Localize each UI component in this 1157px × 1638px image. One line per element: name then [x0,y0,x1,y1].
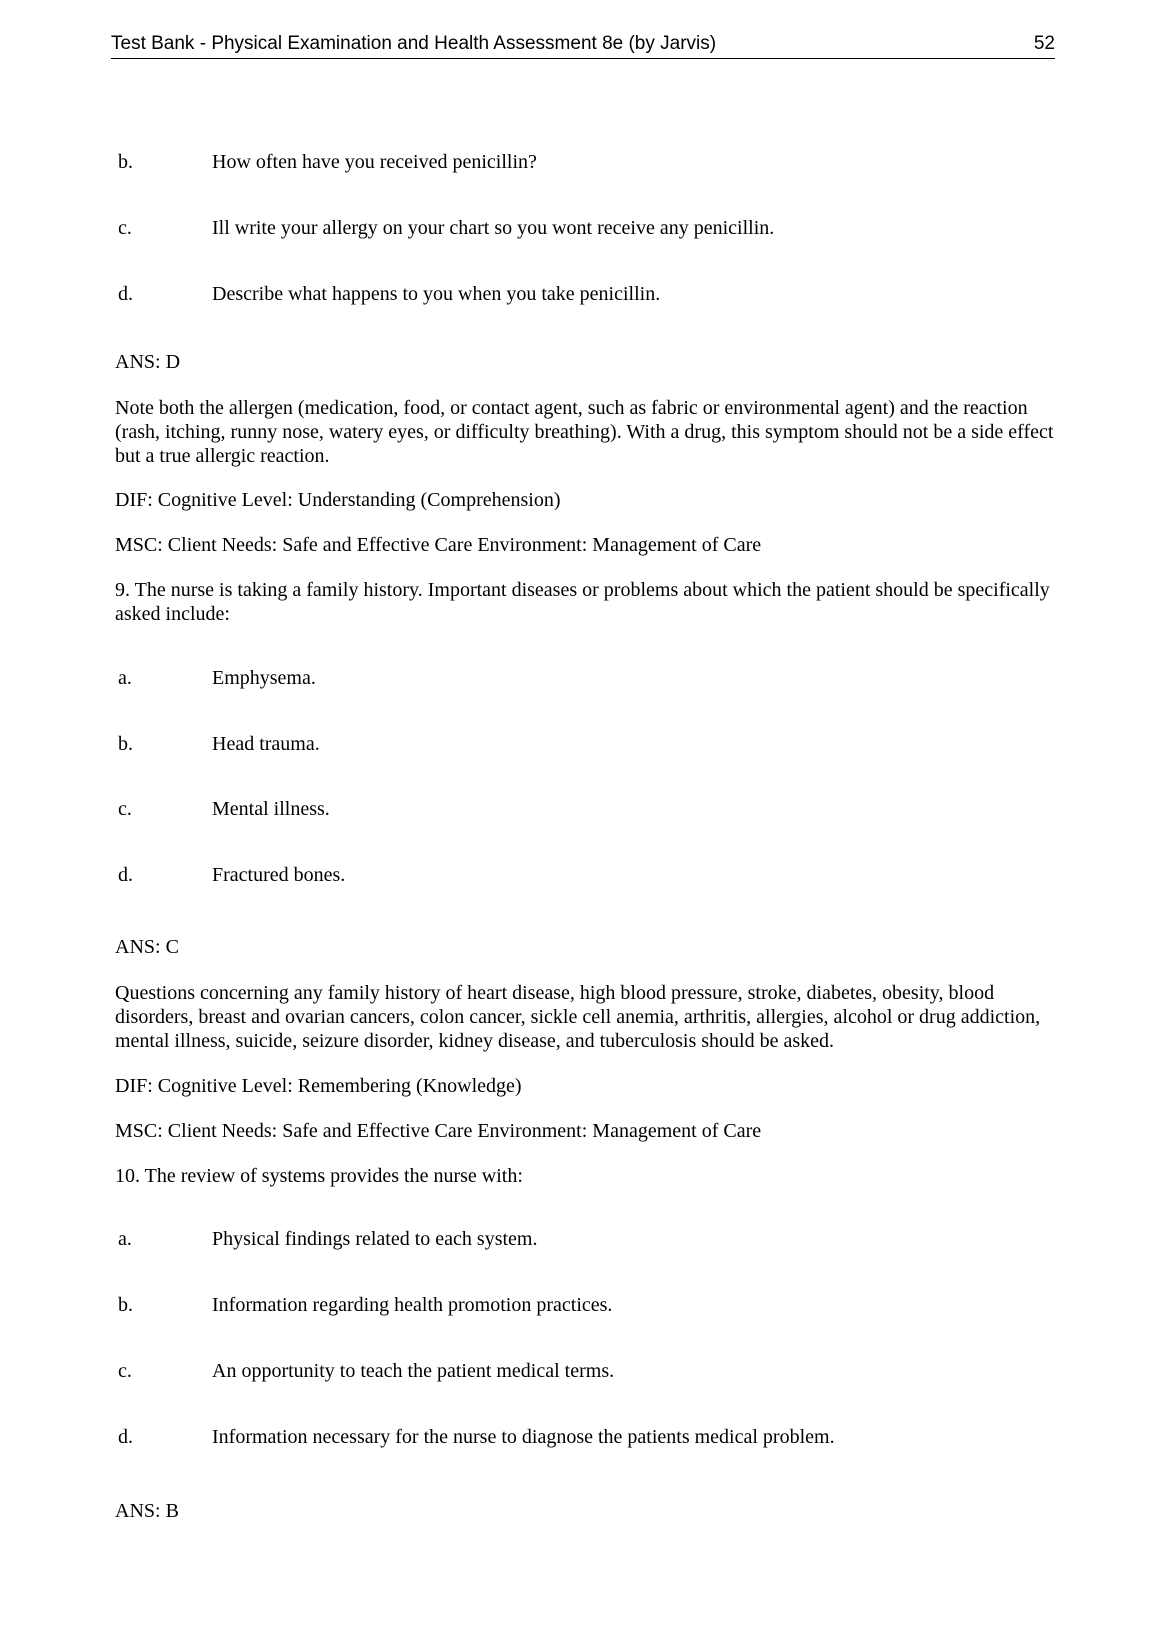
q9-difficulty: DIF: Cognitive Level: Remembering (Knowledge) [115,1075,522,1097]
option-text: Information regarding health promotion practices. [212,1294,613,1316]
q9-option-a [0,666,946,694]
q9-msc: MSC: Client Needs: Safe and Effective Care Environment: Management of Care [115,1120,762,1142]
option-letter: c. [118,798,132,820]
q8-answer: ANS: D [115,351,181,373]
q10-option-c [0,1359,946,1387]
option-text: Physical findings related to each system. [212,1228,538,1250]
option-letter: d. [118,1426,133,1448]
option-letter: a. [118,667,132,689]
option-letter: c. [118,1360,132,1382]
option-text: An opportunity to teach the patient medical terms. [212,1360,615,1382]
q10-answer: ANS: B [115,1500,179,1522]
q8-msc: MSC: Client Needs: Safe and Effective Care Environment: Management of Care [115,534,762,556]
page-header [111,28,1055,59]
page-number: 52 [1033,33,1055,54]
option-letter: a. [118,1228,132,1250]
q9-answer: ANS: C [115,936,179,958]
q10-option-d [0,1425,946,1453]
option-text: Information necessary for the nurse to diagnose the patients medical problem. [212,1426,835,1448]
q10-option-a [0,1227,946,1255]
q9-option-b [0,732,946,760]
q9-stem: 9. The nurse is taking a family history. Important diseases or problems about which the patient should be specifically asked include: [115,579,1050,625]
option-text: Ill write your allergy on your chart so you wont receive any penicillin. [212,217,775,239]
q8-rationale: Note both the allergen (medication, food, or contact agent, such as fabric or environmental agent) and the reaction (rash, itching, runny nose, watery eyes, or difficulty breathing). With a drug, this symptom should not be a side effect but a true allergic reaction. [115,397,1054,467]
q9-option-d [0,863,946,891]
option-letter: b. [118,151,133,173]
option-letter: d. [118,864,133,886]
option-letter: b. [118,1294,133,1316]
option-letter: b. [118,733,133,755]
q10-stem: 10. The review of systems provides the nurse with: [115,1165,523,1187]
q9-option-c [0,797,946,825]
option-letter: c. [118,217,132,239]
option-text: Mental illness. [212,798,330,820]
option-text: Describe what happens to you when you take penicillin. [212,283,661,305]
option-text: Head trauma. [212,733,320,755]
option-letter: d. [118,283,133,305]
q8-option-c [0,216,946,244]
q8-option-d [0,282,946,310]
option-text: Fractured bones. [212,864,346,886]
option-text: How often have you received penicillin? [212,151,537,173]
option-text: Emphysema. [212,667,316,689]
q10-option-b [0,1293,946,1321]
header-title: Test Bank - Physical Examination and Health Assessment 8e (by Jarvis) [111,33,717,54]
q9-rationale: Questions concerning any family history of heart disease, high blood pressure, stroke, diabetes, obesity, blood disorders, breast and ovarian cancers, colon cancer, sickle cell anemia, arthritis, allergies, alcohol or drug addiction, mental illness, suicide, seizure disorder, kidney disease, and tuberculosis should be asked. [115,982,1041,1052]
q8-option-b [0,150,946,178]
q8-difficulty: DIF: Cognitive Level: Understanding (Comprehension) [115,489,561,511]
